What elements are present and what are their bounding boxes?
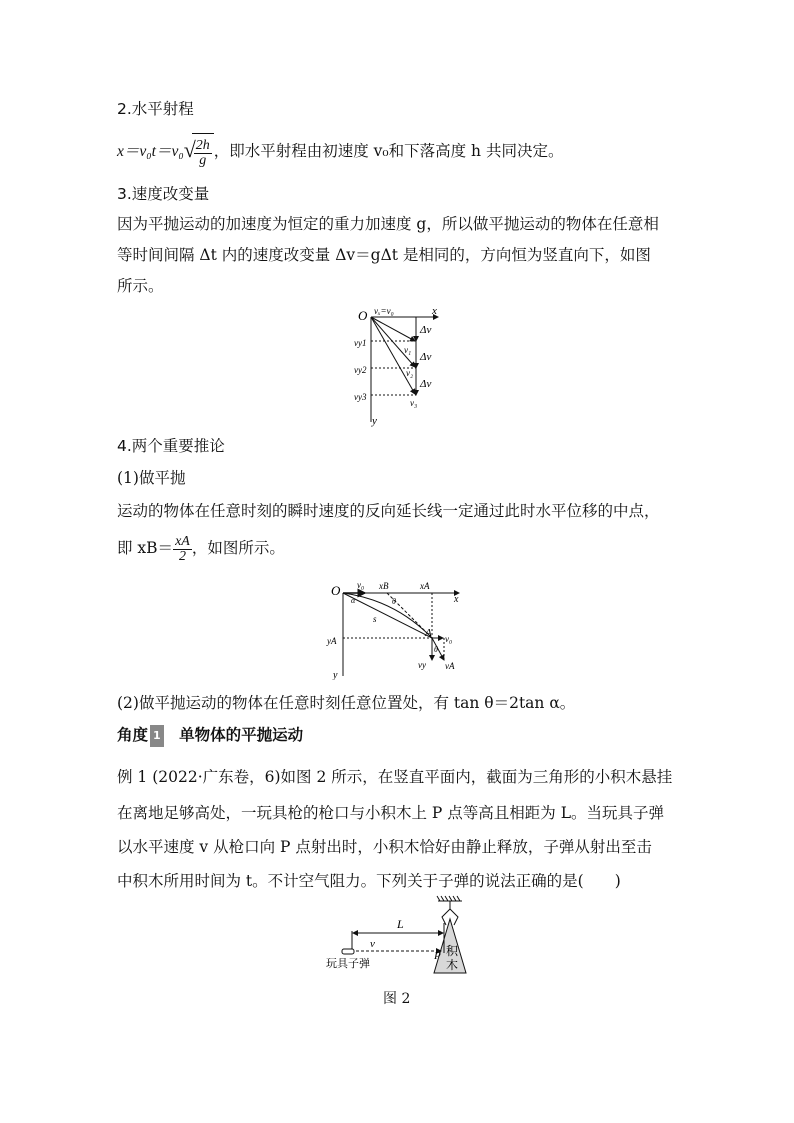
fig2-origin: O (331, 583, 341, 598)
section-3-heading: 3.速度改变量 (117, 185, 210, 203)
bullet-label: 玩具子弹 (326, 958, 370, 970)
eq-numerator: xA (175, 533, 190, 549)
eq-fraction (173, 535, 192, 564)
block-char-2: 木 (446, 958, 459, 972)
angle-number-badge: 1 (150, 725, 164, 747)
figure-2-caption: 图 2 (383, 991, 411, 1007)
P-label: P (434, 950, 441, 962)
fig2-yA-label: yA (327, 636, 337, 646)
angle-prefix: 角度 (117, 726, 149, 744)
block-char-1: 积 (446, 944, 459, 958)
fig1-v2-label: v₂ (406, 368, 414, 378)
fig1-dv-3: Δv (420, 378, 432, 390)
sqrt-expression: √ $\frac{2h}{g}$ (184, 133, 214, 171)
sec3-line-1: 因为平抛运动的加速度为恒定的重力加速度 g，所以做平抛运动的物体在任意相 (117, 215, 659, 233)
example-line-1: 例 1 (2022·广东卷，6)如图 2 所示，在竖直平面内，截面为三角形的小积木悬挂 (117, 768, 673, 786)
formula-suffix: ，即水平射程由初速度 v₀和下落高度 h 共同决定。 (213, 142, 564, 160)
example-line-2: 在离地足够高处，一玩具枪的枪口与小积木上 P 点等高且相距为 L。当玩具子弹 (117, 804, 665, 822)
fig2-alpha-label: α (351, 596, 356, 605)
fig2-v0-at-A-label: v₀ (445, 634, 453, 644)
fig2-y-label: y (333, 670, 338, 680)
angle-title: 单物体的平抛运动 (179, 726, 304, 744)
fig2-x-label: x (454, 594, 459, 605)
fig2-v0-top: v₀ (357, 580, 365, 590)
fig1-v3-label: v₃ (410, 398, 418, 408)
inference-1-line: 运动的物体在任意时刻的瞬时速度的反向延长线一定通过此时水平位移的中点， (117, 502, 660, 520)
formula-prefix: x＝v₀t＝v₀ (117, 143, 184, 160)
toy-gun-figure (320, 893, 480, 983)
fig1-dv-2: Δv (420, 351, 432, 363)
example-line-3: 以水平速度 v 从枪口向 P 点射出时，小积木恰好由静止释放，子弹从射出至击 (117, 838, 652, 856)
inference-2: (2)做平抛运动的物体在任意时刻任意位置处，有 tan θ＝2tan α。 (117, 694, 576, 712)
fig2-vy-label: vy (418, 660, 426, 670)
fig1-x-label: x (432, 305, 437, 317)
fig1-y-label: y (372, 415, 377, 427)
L-label: L (397, 917, 404, 931)
fig2-theta-top: θ (392, 597, 396, 606)
fig2-A-label: A (425, 627, 432, 639)
fig2-xB-label: xB (379, 581, 389, 591)
fig1-origin-label: O (358, 308, 368, 323)
velocity-change-figure (350, 302, 460, 430)
fig2-theta-at-A: θ (434, 645, 438, 654)
fig1-vx-label: vₓ=v₀ (374, 306, 394, 316)
inference-1-label: (1)做平抛 (117, 469, 186, 487)
fig1-v1-label: v₁ (404, 345, 412, 355)
fig1-vy1: vy1 (354, 338, 367, 348)
eq-suffix: ，如图所示。 (191, 539, 285, 557)
example-line-4: 中积木所用时间为 t。不计空气阻力。下列关于子弹的说法正确的是( ) (117, 872, 621, 890)
angle-heading (117, 724, 303, 747)
eq-prefix: 即 xB＝ (117, 539, 174, 557)
eq-denominator: 2 (178, 548, 186, 564)
fig2-displacement (343, 593, 432, 638)
sec3-line-2: 等时间间隔 Δt 内的速度改变量 Δv＝gΔt 是相同的，方向恒为竖直向下，如图 (117, 246, 651, 264)
fig1-vy3: vy3 (354, 392, 367, 402)
fig2-s-label: s (373, 614, 377, 624)
inference-1-equation (117, 530, 285, 566)
fig1-v2-vector (371, 317, 415, 367)
fig2-xA-label: xA (420, 581, 430, 591)
sqrt-numerator: 2h (195, 138, 210, 154)
sqrt-denominator: g (199, 153, 207, 169)
sec3-line-3: 所示。 (117, 277, 164, 295)
section-2-heading: 2.水平射程 (117, 100, 194, 118)
fig1-vy2: vy2 (354, 365, 367, 375)
fig1-dv-1: Δv (420, 324, 432, 336)
range-formula (117, 133, 563, 169)
fig2-vA-label: vA (445, 661, 455, 671)
toy-bullet (342, 949, 354, 954)
section-4-heading: 4.两个重要推论 (117, 437, 225, 455)
projectile-inference-figure (325, 580, 475, 680)
ceiling-hatch (437, 896, 460, 901)
v-label: v (370, 938, 375, 950)
